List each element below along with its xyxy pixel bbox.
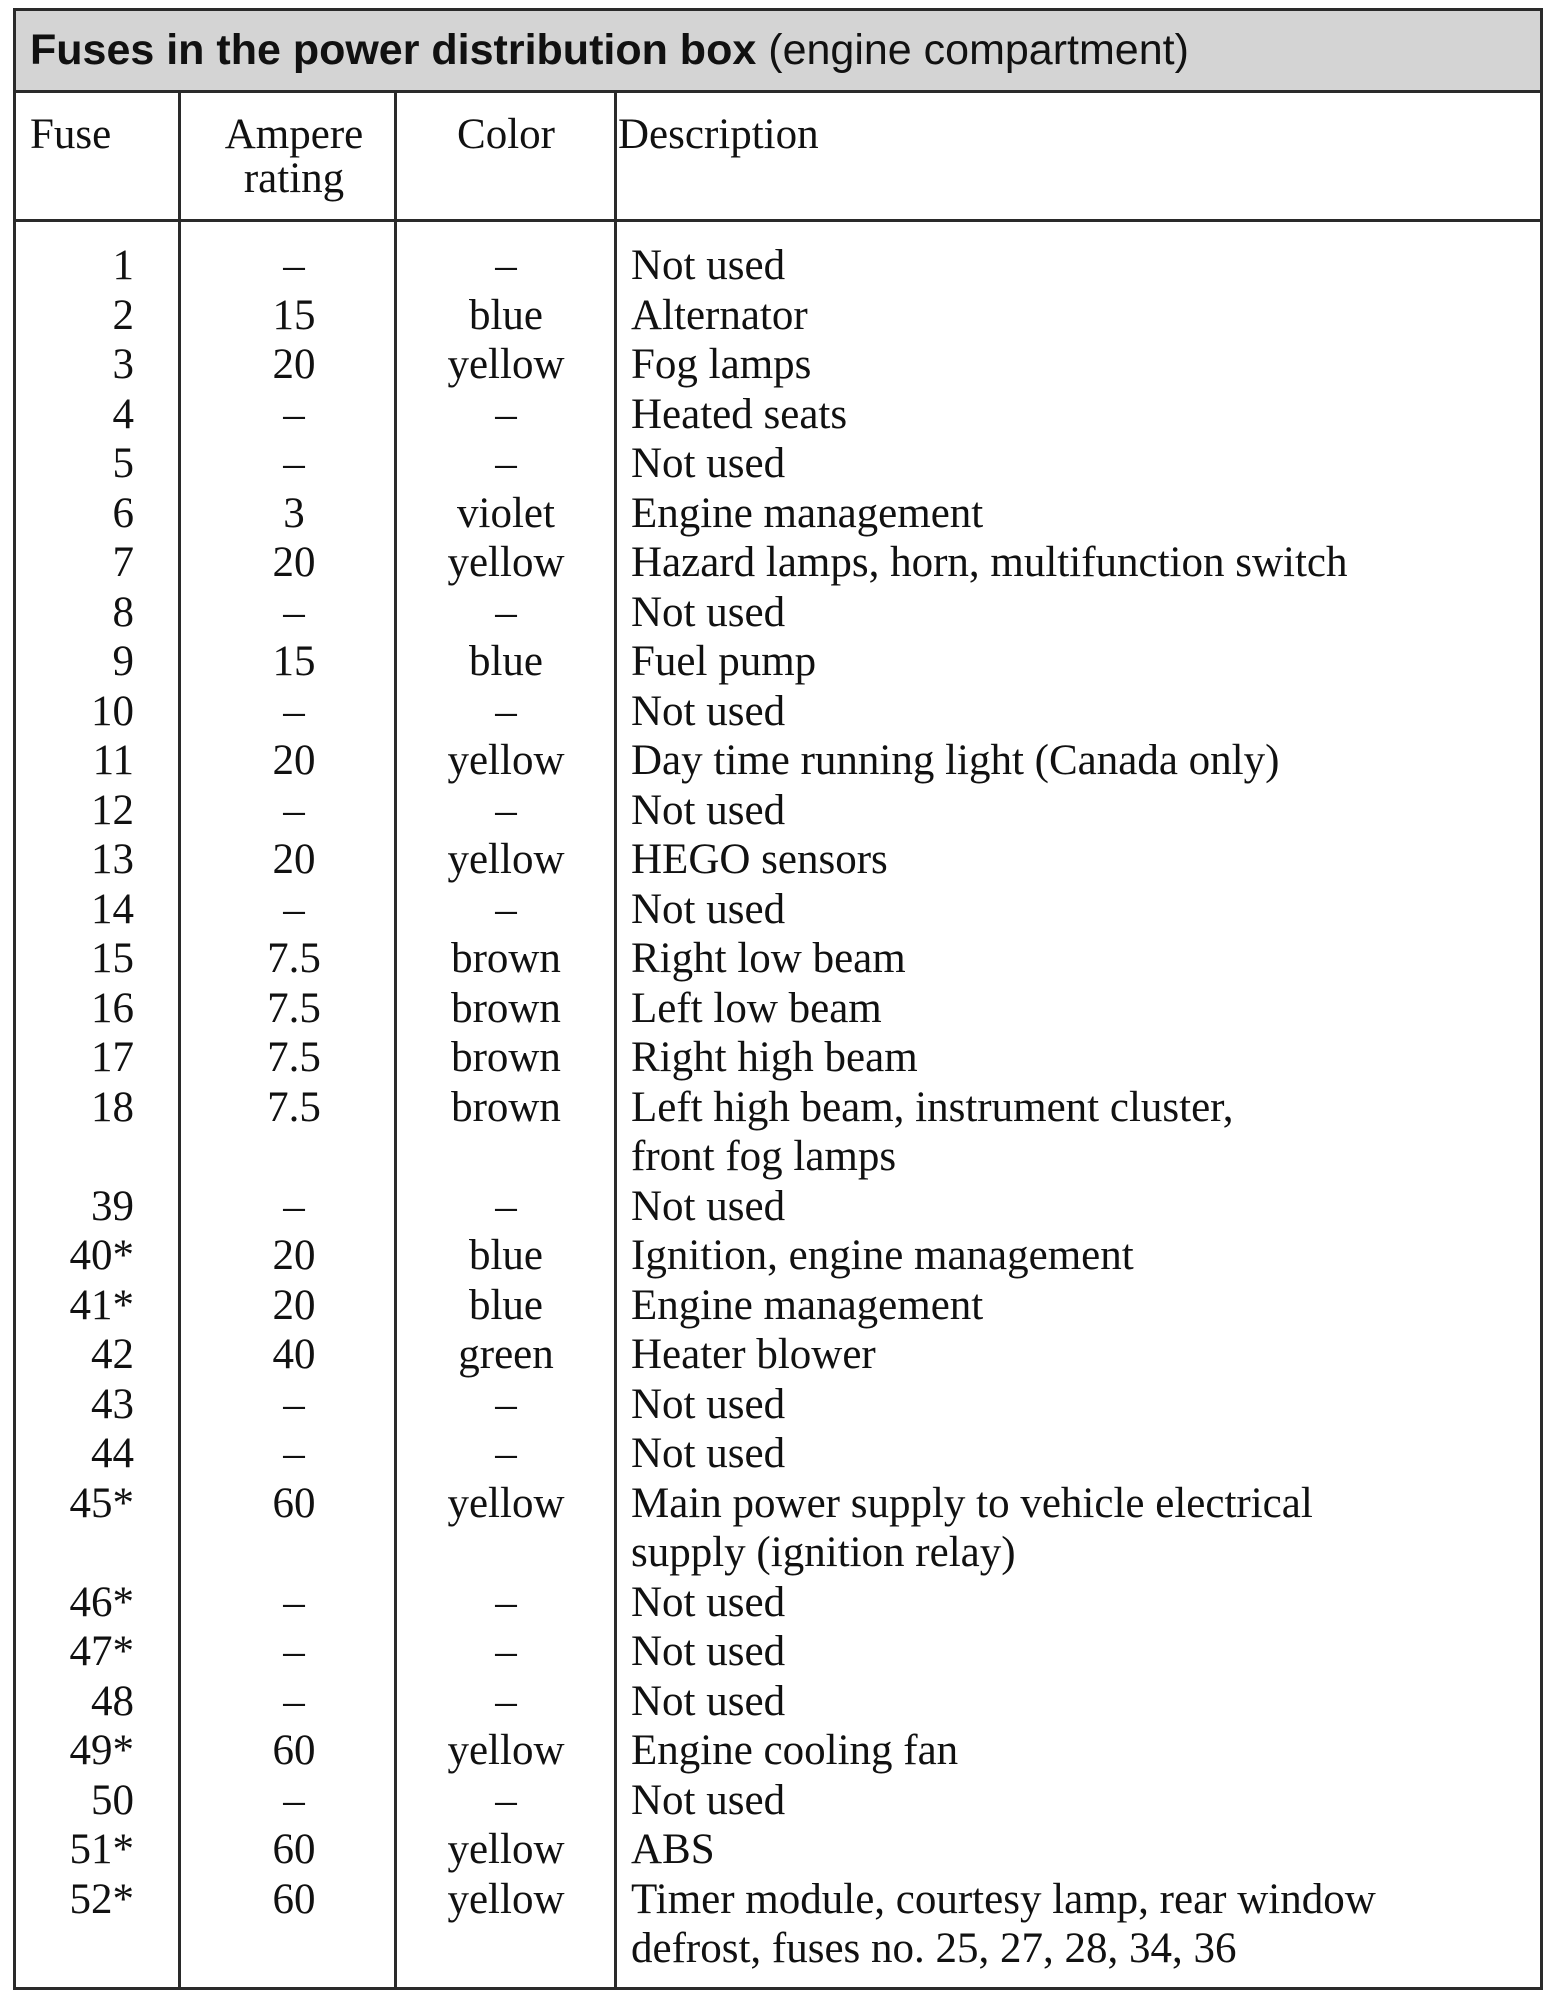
cell-color: – bbox=[495, 1628, 517, 1675]
cell-color: – bbox=[495, 786, 517, 834]
table-row bbox=[16, 786, 1540, 836]
cell-color: yellow bbox=[447, 341, 565, 388]
table-row bbox=[16, 1776, 1540, 1826]
cell-description: Ignition, engine management bbox=[631, 1232, 1134, 1279]
cell-color: blue bbox=[468, 1281, 544, 1329]
cell-ampere: 60 bbox=[272, 1479, 316, 1527]
cell-ampere: 20 bbox=[272, 539, 316, 586]
table-row bbox=[16, 1281, 1540, 1331]
cell-color: – bbox=[495, 1380, 517, 1428]
table-row bbox=[16, 1677, 1540, 1727]
cell-description: Fuel pump bbox=[631, 638, 817, 685]
header-divider bbox=[16, 219, 1540, 222]
header-description: Description bbox=[618, 111, 819, 158]
table-row bbox=[16, 1726, 1540, 1776]
cell-color: violet bbox=[457, 489, 555, 537]
cell-description: ABS bbox=[631, 1826, 715, 1873]
cell-fuse: 10 bbox=[91, 687, 134, 735]
table-title bbox=[16, 11, 1540, 93]
cell-color: – bbox=[495, 390, 517, 438]
cell-fuse: 13 bbox=[91, 836, 134, 883]
cell-description: Not used bbox=[631, 1430, 786, 1477]
cell-ampere: 20 bbox=[272, 341, 316, 388]
table-row bbox=[16, 1380, 1540, 1430]
cell-description: Engine management bbox=[631, 489, 984, 537]
table-row bbox=[16, 1083, 1540, 1182]
cell-fuse: 44 bbox=[91, 1430, 134, 1477]
cell-description: Not used bbox=[631, 687, 786, 735]
cell-ampere: – bbox=[283, 1380, 305, 1428]
cell-color: – bbox=[495, 1776, 517, 1824]
cell-color: – bbox=[495, 1578, 517, 1626]
cell-color: yellow bbox=[447, 539, 565, 586]
cell-ampere: – bbox=[283, 786, 305, 834]
cell-fuse: 48 bbox=[91, 1677, 134, 1725]
table-row bbox=[16, 538, 1540, 588]
cell-color: – bbox=[495, 687, 517, 735]
cell-fuse: 50 bbox=[91, 1776, 134, 1824]
cell-description: Day time running light (Canada only) bbox=[631, 737, 1280, 784]
cell-fuse: 9 bbox=[112, 638, 134, 685]
header-fuse: Fuse bbox=[30, 111, 112, 158]
cell-ampere: 15 bbox=[272, 638, 316, 685]
cell-ampere: 3 bbox=[283, 489, 305, 537]
table-row bbox=[16, 1330, 1540, 1380]
table-row bbox=[16, 291, 1540, 341]
cell-fuse: 39 bbox=[91, 1182, 134, 1230]
cell-fuse: 43 bbox=[91, 1380, 134, 1428]
cell-color: green bbox=[458, 1331, 554, 1378]
cell-fuse: 47* bbox=[69, 1628, 134, 1675]
cell-fuse: 16 bbox=[91, 984, 134, 1032]
cell-fuse: 46* bbox=[69, 1578, 134, 1626]
cell-color: – bbox=[495, 885, 517, 933]
cell-fuse: 15 bbox=[91, 935, 134, 982]
cell-description: Engine cooling fan bbox=[631, 1727, 959, 1774]
cell-fuse: 14 bbox=[91, 885, 134, 933]
cell-description: Not used bbox=[631, 1776, 786, 1824]
cell-ampere: 7.5 bbox=[267, 984, 321, 1032]
table-row bbox=[16, 885, 1540, 935]
cell-fuse: 5 bbox=[112, 440, 134, 487]
cell-description: Not used bbox=[631, 440, 786, 487]
cell-color: blue bbox=[468, 1232, 544, 1279]
header-ampere-rating: Ampere rating bbox=[224, 111, 364, 202]
cell-description: Right high beam bbox=[631, 1034, 918, 1081]
cell-fuse: 40* bbox=[69, 1232, 134, 1279]
table-row bbox=[16, 835, 1540, 885]
cell-color: – bbox=[495, 440, 517, 487]
cell-ampere: 7.5 bbox=[267, 1034, 321, 1081]
cell-color: yellow bbox=[447, 1875, 565, 1923]
cell-ampere: – bbox=[283, 885, 305, 933]
cell-description: Not used bbox=[631, 242, 786, 289]
table-title-sub: (engine compartment) bbox=[768, 26, 1189, 74]
table-row bbox=[16, 736, 1540, 786]
cell-fuse: 49* bbox=[69, 1727, 134, 1774]
cell-ampere: – bbox=[283, 390, 305, 438]
cell-color: yellow bbox=[447, 836, 565, 883]
cell-description: Not used bbox=[631, 786, 786, 834]
cell-description: HEGO sensors bbox=[631, 836, 888, 883]
cell-ampere: – bbox=[283, 588, 305, 636]
table-title-main: Fuses in the power distribution box bbox=[30, 26, 757, 74]
table-row bbox=[16, 241, 1540, 291]
cell-description: Alternator bbox=[631, 291, 808, 339]
table-row bbox=[16, 934, 1540, 984]
table-row bbox=[16, 1182, 1540, 1232]
cell-ampere: – bbox=[283, 1628, 305, 1675]
cell-ampere: 60 bbox=[272, 1875, 316, 1923]
cell-fuse: 7 bbox=[112, 539, 134, 586]
cell-fuse: 4 bbox=[112, 390, 134, 438]
fuse-table bbox=[13, 8, 1543, 1990]
cell-fuse: 41* bbox=[69, 1281, 134, 1329]
cell-ampere: 7.5 bbox=[267, 935, 321, 982]
cell-description: Main power supply to vehicle electrical supply (ignition relay) bbox=[631, 1479, 1313, 1576]
cell-color: brown bbox=[451, 935, 561, 982]
cell-color: – bbox=[495, 1182, 517, 1230]
cell-fuse: 45* bbox=[69, 1479, 134, 1527]
cell-ampere: – bbox=[283, 242, 305, 289]
cell-description: Not used bbox=[631, 1628, 786, 1675]
cell-description: Fog lamps bbox=[631, 341, 812, 388]
table-body bbox=[16, 241, 1540, 1974]
cell-description: Not used bbox=[631, 1182, 786, 1230]
cell-fuse: 3 bbox=[112, 341, 134, 388]
cell-color: brown bbox=[451, 984, 561, 1032]
cell-ampere: 7.5 bbox=[267, 1083, 321, 1131]
table-row bbox=[16, 1825, 1540, 1875]
cell-ampere: – bbox=[283, 1677, 305, 1725]
cell-ampere: 20 bbox=[272, 737, 316, 784]
cell-color: – bbox=[495, 1677, 517, 1725]
cell-description: Left low beam bbox=[631, 984, 882, 1032]
cell-color: brown bbox=[451, 1083, 561, 1131]
table-row bbox=[16, 1875, 1540, 1974]
cell-description: Heated seats bbox=[631, 390, 848, 438]
header-color: Color bbox=[457, 111, 555, 158]
cell-color: yellow bbox=[447, 1727, 565, 1774]
cell-fuse: 1 bbox=[112, 242, 134, 289]
cell-fuse: 8 bbox=[112, 588, 134, 636]
cell-description: Not used bbox=[631, 588, 786, 636]
cell-ampere: 40 bbox=[272, 1331, 316, 1378]
cell-color: yellow bbox=[447, 1826, 565, 1873]
table-row bbox=[16, 1479, 1540, 1578]
cell-description: Not used bbox=[631, 1578, 786, 1626]
cell-description: Not used bbox=[631, 1380, 786, 1428]
cell-fuse: 12 bbox=[91, 786, 134, 834]
table-row bbox=[16, 984, 1540, 1034]
cell-description: Left high beam, instrument cluster, front fog lamps bbox=[631, 1083, 1234, 1180]
cell-fuse: 42 bbox=[91, 1331, 134, 1378]
cell-color: yellow bbox=[447, 737, 565, 784]
table-row bbox=[16, 588, 1540, 638]
cell-fuse: 51* bbox=[69, 1826, 134, 1873]
cell-description: Engine management bbox=[631, 1281, 984, 1329]
cell-ampere: 20 bbox=[272, 836, 316, 883]
cell-ampere: 20 bbox=[272, 1232, 316, 1279]
cell-color: yellow bbox=[447, 1479, 565, 1527]
cell-color: blue bbox=[468, 291, 544, 339]
cell-description: Right low beam bbox=[631, 935, 906, 982]
cell-ampere: – bbox=[283, 1182, 305, 1230]
table-row bbox=[16, 1578, 1540, 1628]
cell-description: Not used bbox=[631, 1677, 786, 1725]
cell-ampere: 15 bbox=[272, 291, 316, 339]
table-row bbox=[16, 390, 1540, 440]
table-row bbox=[16, 1231, 1540, 1281]
cell-description: Not used bbox=[631, 885, 786, 933]
table-row bbox=[16, 340, 1540, 390]
table-row bbox=[16, 1033, 1540, 1083]
cell-ampere: – bbox=[283, 440, 305, 487]
cell-description: Hazard lamps, horn, multifunction switch bbox=[631, 539, 1348, 586]
cell-fuse: 6 bbox=[112, 489, 134, 537]
cell-color: – bbox=[495, 588, 517, 636]
table-row bbox=[16, 687, 1540, 737]
cell-color: – bbox=[495, 1430, 517, 1477]
cell-fuse: 18 bbox=[91, 1083, 134, 1131]
cell-color: blue bbox=[468, 638, 544, 685]
table-row bbox=[16, 489, 1540, 539]
table-row bbox=[16, 1627, 1540, 1677]
cell-fuse: 52* bbox=[69, 1875, 134, 1923]
cell-ampere: 60 bbox=[272, 1826, 316, 1873]
cell-fuse: 11 bbox=[92, 737, 134, 784]
cell-description: Timer module, courtesy lamp, rear window defrost, fuses no. 25, 27, 28, 34, 36 bbox=[631, 1875, 1376, 1972]
cell-description: Heater blower bbox=[631, 1331, 876, 1378]
cell-ampere: 20 bbox=[272, 1281, 316, 1329]
table-row bbox=[16, 637, 1540, 687]
cell-ampere: – bbox=[283, 1430, 305, 1477]
cell-ampere: – bbox=[283, 687, 305, 735]
cell-ampere: 60 bbox=[272, 1727, 316, 1774]
table-row bbox=[16, 1429, 1540, 1479]
cell-fuse: 2 bbox=[112, 291, 134, 339]
cell-ampere: – bbox=[283, 1578, 305, 1626]
cell-color: brown bbox=[451, 1034, 561, 1081]
cell-color: – bbox=[495, 242, 517, 289]
cell-fuse: 17 bbox=[91, 1034, 134, 1081]
table-row bbox=[16, 439, 1540, 489]
cell-ampere: – bbox=[283, 1776, 305, 1824]
